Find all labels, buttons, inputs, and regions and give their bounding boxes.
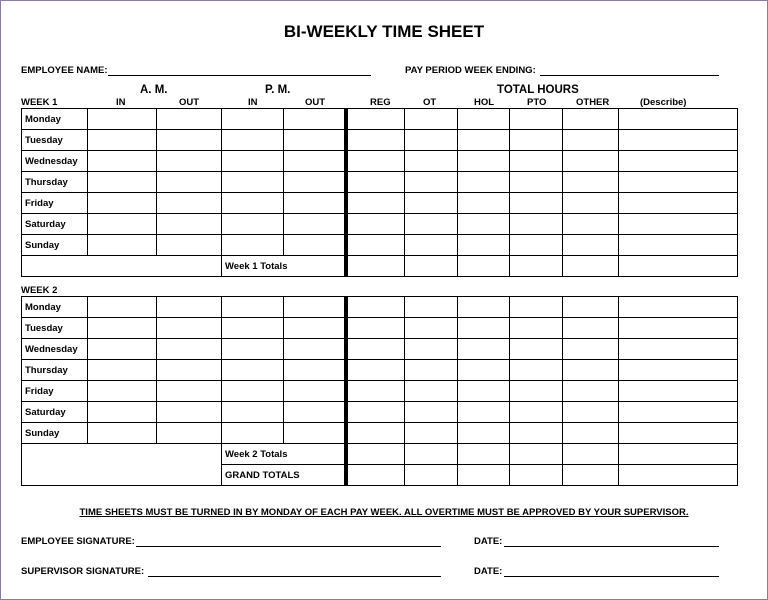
week2-day-row <box>22 423 738 444</box>
pto-cell[interactable] <box>510 402 563 423</box>
week1-day-row <box>22 193 738 214</box>
hol-cell[interactable] <box>458 151 510 172</box>
describe-cell[interactable] <box>619 130 738 151</box>
ot-cell[interactable] <box>405 339 458 360</box>
am-in-cell[interactable] <box>88 193 157 214</box>
am-out-cell[interactable] <box>157 193 222 214</box>
col-pto: PTO <box>527 97 547 108</box>
ot-cell[interactable] <box>405 172 458 193</box>
hol-cell[interactable] <box>458 109 510 130</box>
reg-cell[interactable] <box>346 214 405 235</box>
pto-cell[interactable] <box>510 172 563 193</box>
ot-cell[interactable] <box>405 318 458 339</box>
describe-cell[interactable] <box>619 151 738 172</box>
day-label: Sunday <box>22 423 88 444</box>
hol-cell[interactable] <box>458 402 510 423</box>
pm-in-cell[interactable] <box>222 214 284 235</box>
pm-in-cell[interactable] <box>222 402 284 423</box>
hol-cell[interactable] <box>458 297 510 318</box>
hol-cell[interactable] <box>458 339 510 360</box>
reg-cell[interactable] <box>346 109 405 130</box>
am-in-cell[interactable] <box>88 423 157 444</box>
pm-header: P. M. <box>265 84 291 96</box>
pto-cell[interactable] <box>510 318 563 339</box>
pm-out-cell[interactable] <box>284 360 346 381</box>
pm-in-cell[interactable] <box>222 109 284 130</box>
ot-cell[interactable] <box>405 109 458 130</box>
reg-cell[interactable] <box>346 130 405 151</box>
ot-cell[interactable] <box>405 381 458 402</box>
other-cell[interactable] <box>563 297 619 318</box>
pm-out-cell[interactable] <box>284 109 346 130</box>
am-in-cell[interactable] <box>88 381 157 402</box>
am-out-cell[interactable] <box>157 109 222 130</box>
am-out-cell[interactable] <box>157 318 222 339</box>
pm-in-cell[interactable] <box>222 193 284 214</box>
pto-cell[interactable] <box>510 130 563 151</box>
describe-cell[interactable] <box>619 109 738 130</box>
week2-totals-ot-cell[interactable] <box>405 444 458 465</box>
other-cell[interactable] <box>563 402 619 423</box>
day-label: Saturday <box>22 402 88 423</box>
grand-totals-describe-cell[interactable] <box>619 465 738 486</box>
describe-cell[interactable] <box>619 193 738 214</box>
notice-text: TIME SHEETS MUST BE TURNED IN BY MONDAY OF EACH PAY WEEK. ALL OVERTIME MUST BE APPROVED BY YOUR SUPERVISOR. <box>79 507 689 518</box>
blank-cell <box>22 465 222 486</box>
week2-totals-reg-cell[interactable] <box>346 444 405 465</box>
am-in-cell[interactable] <box>88 297 157 318</box>
am-in-cell[interactable] <box>88 339 157 360</box>
reg-cell[interactable] <box>346 172 405 193</box>
week1-totals-describe-cell[interactable] <box>619 256 738 277</box>
week1-totals-row <box>22 256 738 277</box>
pm-in-cell[interactable] <box>222 339 284 360</box>
describe-cell[interactable] <box>619 339 738 360</box>
ot-cell[interactable] <box>405 402 458 423</box>
ot-cell[interactable] <box>405 235 458 256</box>
describe-cell[interactable] <box>619 423 738 444</box>
describe-cell[interactable] <box>619 297 738 318</box>
grand-totals-pto-cell[interactable] <box>510 465 563 486</box>
grand-totals-label: GRAND TOTALS <box>222 465 346 486</box>
other-cell[interactable] <box>563 172 619 193</box>
am-in-cell[interactable] <box>88 214 157 235</box>
col-pm-out: OUT <box>305 97 326 108</box>
ot-cell[interactable] <box>405 130 458 151</box>
day-label: Friday <box>22 381 88 402</box>
week1-label: WEEK 1 <box>21 97 58 108</box>
week2-day-row <box>22 381 738 402</box>
pto-cell[interactable] <box>510 193 563 214</box>
blank-cell <box>22 256 222 277</box>
pm-in-cell[interactable] <box>222 172 284 193</box>
employee-name-label: EMPLOYEE NAME: <box>21 65 108 76</box>
ot-cell[interactable] <box>405 193 458 214</box>
am-in-cell[interactable] <box>88 172 157 193</box>
other-cell[interactable] <box>563 151 619 172</box>
pm-in-cell[interactable] <box>222 318 284 339</box>
ot-cell[interactable] <box>405 423 458 444</box>
week2-totals-other-cell[interactable] <box>563 444 619 465</box>
other-cell[interactable] <box>563 318 619 339</box>
grand-totals-reg-cell[interactable] <box>346 465 405 486</box>
pm-out-cell[interactable] <box>284 172 346 193</box>
date-field-1[interactable] <box>504 546 719 547</box>
other-cell[interactable] <box>563 423 619 444</box>
pm-in-cell[interactable] <box>222 235 284 256</box>
am-in-cell[interactable] <box>88 318 157 339</box>
day-label: Friday <box>22 193 88 214</box>
am-out-cell[interactable] <box>157 360 222 381</box>
pto-cell[interactable] <box>510 109 563 130</box>
describe-cell[interactable] <box>619 360 738 381</box>
blank-cell <box>22 444 222 465</box>
am-in-cell[interactable] <box>88 235 157 256</box>
pay-period-label: PAY PERIOD WEEK ENDING: <box>405 65 536 76</box>
col-other: OTHER <box>576 97 610 108</box>
week2-label: WEEK 2 <box>21 285 58 296</box>
week2-table <box>21 296 738 486</box>
pto-cell[interactable] <box>510 381 563 402</box>
describe-cell[interactable] <box>619 381 738 402</box>
date-field-2[interactable] <box>504 576 719 577</box>
pm-in-cell[interactable] <box>222 151 284 172</box>
day-label: Monday <box>22 109 88 130</box>
pm-out-cell[interactable] <box>284 151 346 172</box>
week1-totals-hol-cell[interactable] <box>458 256 510 277</box>
week1-table <box>21 108 738 277</box>
other-cell[interactable] <box>563 339 619 360</box>
ot-cell[interactable] <box>405 151 458 172</box>
describe-cell[interactable] <box>619 402 738 423</box>
grand-totals-hol-cell[interactable] <box>458 465 510 486</box>
am-out-cell[interactable] <box>157 339 222 360</box>
am-out-cell[interactable] <box>157 381 222 402</box>
week1-day-row <box>22 172 738 193</box>
employee-name-field[interactable] <box>108 75 371 76</box>
other-cell[interactable] <box>563 214 619 235</box>
hol-cell[interactable] <box>458 381 510 402</box>
am-in-cell[interactable] <box>88 360 157 381</box>
supervisor-signature-label: SUPERVISOR SIGNATURE: <box>21 566 145 577</box>
week2-day-row <box>22 297 738 318</box>
day-label: Thursday <box>22 360 88 381</box>
day-label: Wednesday <box>22 339 88 360</box>
grand-totals-row <box>22 465 738 486</box>
am-out-cell[interactable] <box>157 130 222 151</box>
pm-out-cell[interactable] <box>284 130 346 151</box>
reg-cell[interactable] <box>346 381 405 402</box>
employee-signature-field[interactable] <box>136 546 441 547</box>
pm-out-cell[interactable] <box>284 381 346 402</box>
other-cell[interactable] <box>563 381 619 402</box>
pm-in-cell[interactable] <box>222 381 284 402</box>
reg-cell[interactable] <box>346 402 405 423</box>
reg-cell[interactable] <box>346 339 405 360</box>
describe-cell[interactable] <box>619 214 738 235</box>
pm-in-cell[interactable] <box>222 360 284 381</box>
day-label: Sunday <box>22 235 88 256</box>
hol-cell[interactable] <box>458 423 510 444</box>
pto-cell[interactable] <box>510 297 563 318</box>
employee-signature-label: EMPLOYEE SIGNATURE: <box>21 536 135 547</box>
day-label: Tuesday <box>22 318 88 339</box>
hol-cell[interactable] <box>458 235 510 256</box>
total-hours-header: TOTAL HOURS <box>497 84 579 96</box>
week1-day-row <box>22 214 738 235</box>
col-hol: HOL <box>474 97 495 108</box>
col-describe: (Describe) <box>640 97 687 108</box>
week2-totals-label: Week 2 Totals <box>222 444 346 465</box>
other-cell[interactable] <box>563 360 619 381</box>
pay-period-field[interactable] <box>540 75 719 76</box>
pm-out-cell[interactable] <box>284 214 346 235</box>
pm-out-cell[interactable] <box>284 423 346 444</box>
reg-cell[interactable] <box>346 423 405 444</box>
am-in-cell[interactable] <box>88 109 157 130</box>
date-label-2: DATE: <box>474 566 503 577</box>
describe-cell[interactable] <box>619 235 738 256</box>
week1-totals-label: Week 1 Totals <box>222 256 346 277</box>
pm-in-cell[interactable] <box>222 297 284 318</box>
week2-totals-describe-cell[interactable] <box>619 444 738 465</box>
reg-cell[interactable] <box>346 193 405 214</box>
day-label: Thursday <box>22 172 88 193</box>
col-am-out: OUT <box>179 97 200 108</box>
pm-out-cell[interactable] <box>284 402 346 423</box>
reg-cell[interactable] <box>346 360 405 381</box>
pto-cell[interactable] <box>510 423 563 444</box>
pm-in-cell[interactable] <box>222 423 284 444</box>
ot-cell[interactable] <box>405 297 458 318</box>
am-out-cell[interactable] <box>157 151 222 172</box>
day-label: Tuesday <box>22 130 88 151</box>
ot-cell[interactable] <box>405 360 458 381</box>
other-cell[interactable] <box>563 109 619 130</box>
week2-day-row <box>22 402 738 423</box>
am-out-cell[interactable] <box>157 402 222 423</box>
col-reg: REG <box>370 97 391 108</box>
reg-cell[interactable] <box>346 318 405 339</box>
ot-cell[interactable] <box>405 214 458 235</box>
other-cell[interactable] <box>563 235 619 256</box>
pto-cell[interactable] <box>510 214 563 235</box>
grand-totals-other-cell[interactable] <box>563 465 619 486</box>
week2-totals-row <box>22 444 738 465</box>
reg-cell[interactable] <box>346 235 405 256</box>
week1-totals-other-cell[interactable] <box>563 256 619 277</box>
date-label-1: DATE: <box>474 536 503 547</box>
col-pm-in: IN <box>248 97 258 108</box>
other-cell[interactable] <box>563 193 619 214</box>
week2-day-row <box>22 318 738 339</box>
day-label: Wednesday <box>22 151 88 172</box>
day-label: Saturday <box>22 214 88 235</box>
other-cell[interactable] <box>563 130 619 151</box>
col-am-in: IN <box>116 97 126 108</box>
supervisor-signature-field[interactable] <box>148 576 441 577</box>
hol-cell[interactable] <box>458 193 510 214</box>
week1-day-row <box>22 151 738 172</box>
reg-cell[interactable] <box>346 151 405 172</box>
pm-out-cell[interactable] <box>284 318 346 339</box>
pm-out-cell[interactable] <box>284 339 346 360</box>
hol-cell[interactable] <box>458 318 510 339</box>
week1-day-row <box>22 109 738 130</box>
am-in-cell[interactable] <box>88 151 157 172</box>
am-in-cell[interactable] <box>88 130 157 151</box>
hol-cell[interactable] <box>458 214 510 235</box>
pto-cell[interactable] <box>510 235 563 256</box>
day-label: Monday <box>22 297 88 318</box>
week1-totals-pto-cell[interactable] <box>510 256 563 277</box>
week2-totals-pto-cell[interactable] <box>510 444 563 465</box>
reg-cell[interactable] <box>346 297 405 318</box>
pto-cell[interactable] <box>510 151 563 172</box>
col-ot: OT <box>423 97 437 108</box>
am-out-cell[interactable] <box>157 423 222 444</box>
week2-day-row <box>22 360 738 381</box>
describe-cell[interactable] <box>619 318 738 339</box>
am-in-cell[interactable] <box>88 402 157 423</box>
week1-totals-ot-cell[interactable] <box>405 256 458 277</box>
week1-day-row <box>22 130 738 151</box>
pm-out-cell[interactable] <box>284 193 346 214</box>
week1-totals-reg-cell[interactable] <box>346 256 405 277</box>
hol-cell[interactable] <box>458 130 510 151</box>
hol-cell[interactable] <box>458 172 510 193</box>
am-out-cell[interactable] <box>157 235 222 256</box>
pm-out-cell[interactable] <box>284 297 346 318</box>
describe-cell[interactable] <box>619 172 738 193</box>
am-out-cell[interactable] <box>157 214 222 235</box>
pm-out-cell[interactable] <box>284 235 346 256</box>
pm-in-cell[interactable] <box>222 130 284 151</box>
pto-cell[interactable] <box>510 339 563 360</box>
grand-totals-ot-cell[interactable] <box>405 465 458 486</box>
hol-cell[interactable] <box>458 360 510 381</box>
am-out-cell[interactable] <box>157 297 222 318</box>
week2-day-row <box>22 339 738 360</box>
pto-cell[interactable] <box>510 360 563 381</box>
week1-day-row <box>22 235 738 256</box>
page-title: BI-WEEKLY TIME SHEET <box>283 22 485 41</box>
am-header: A. M. <box>140 84 168 96</box>
am-out-cell[interactable] <box>157 172 222 193</box>
week2-totals-hol-cell[interactable] <box>458 444 510 465</box>
